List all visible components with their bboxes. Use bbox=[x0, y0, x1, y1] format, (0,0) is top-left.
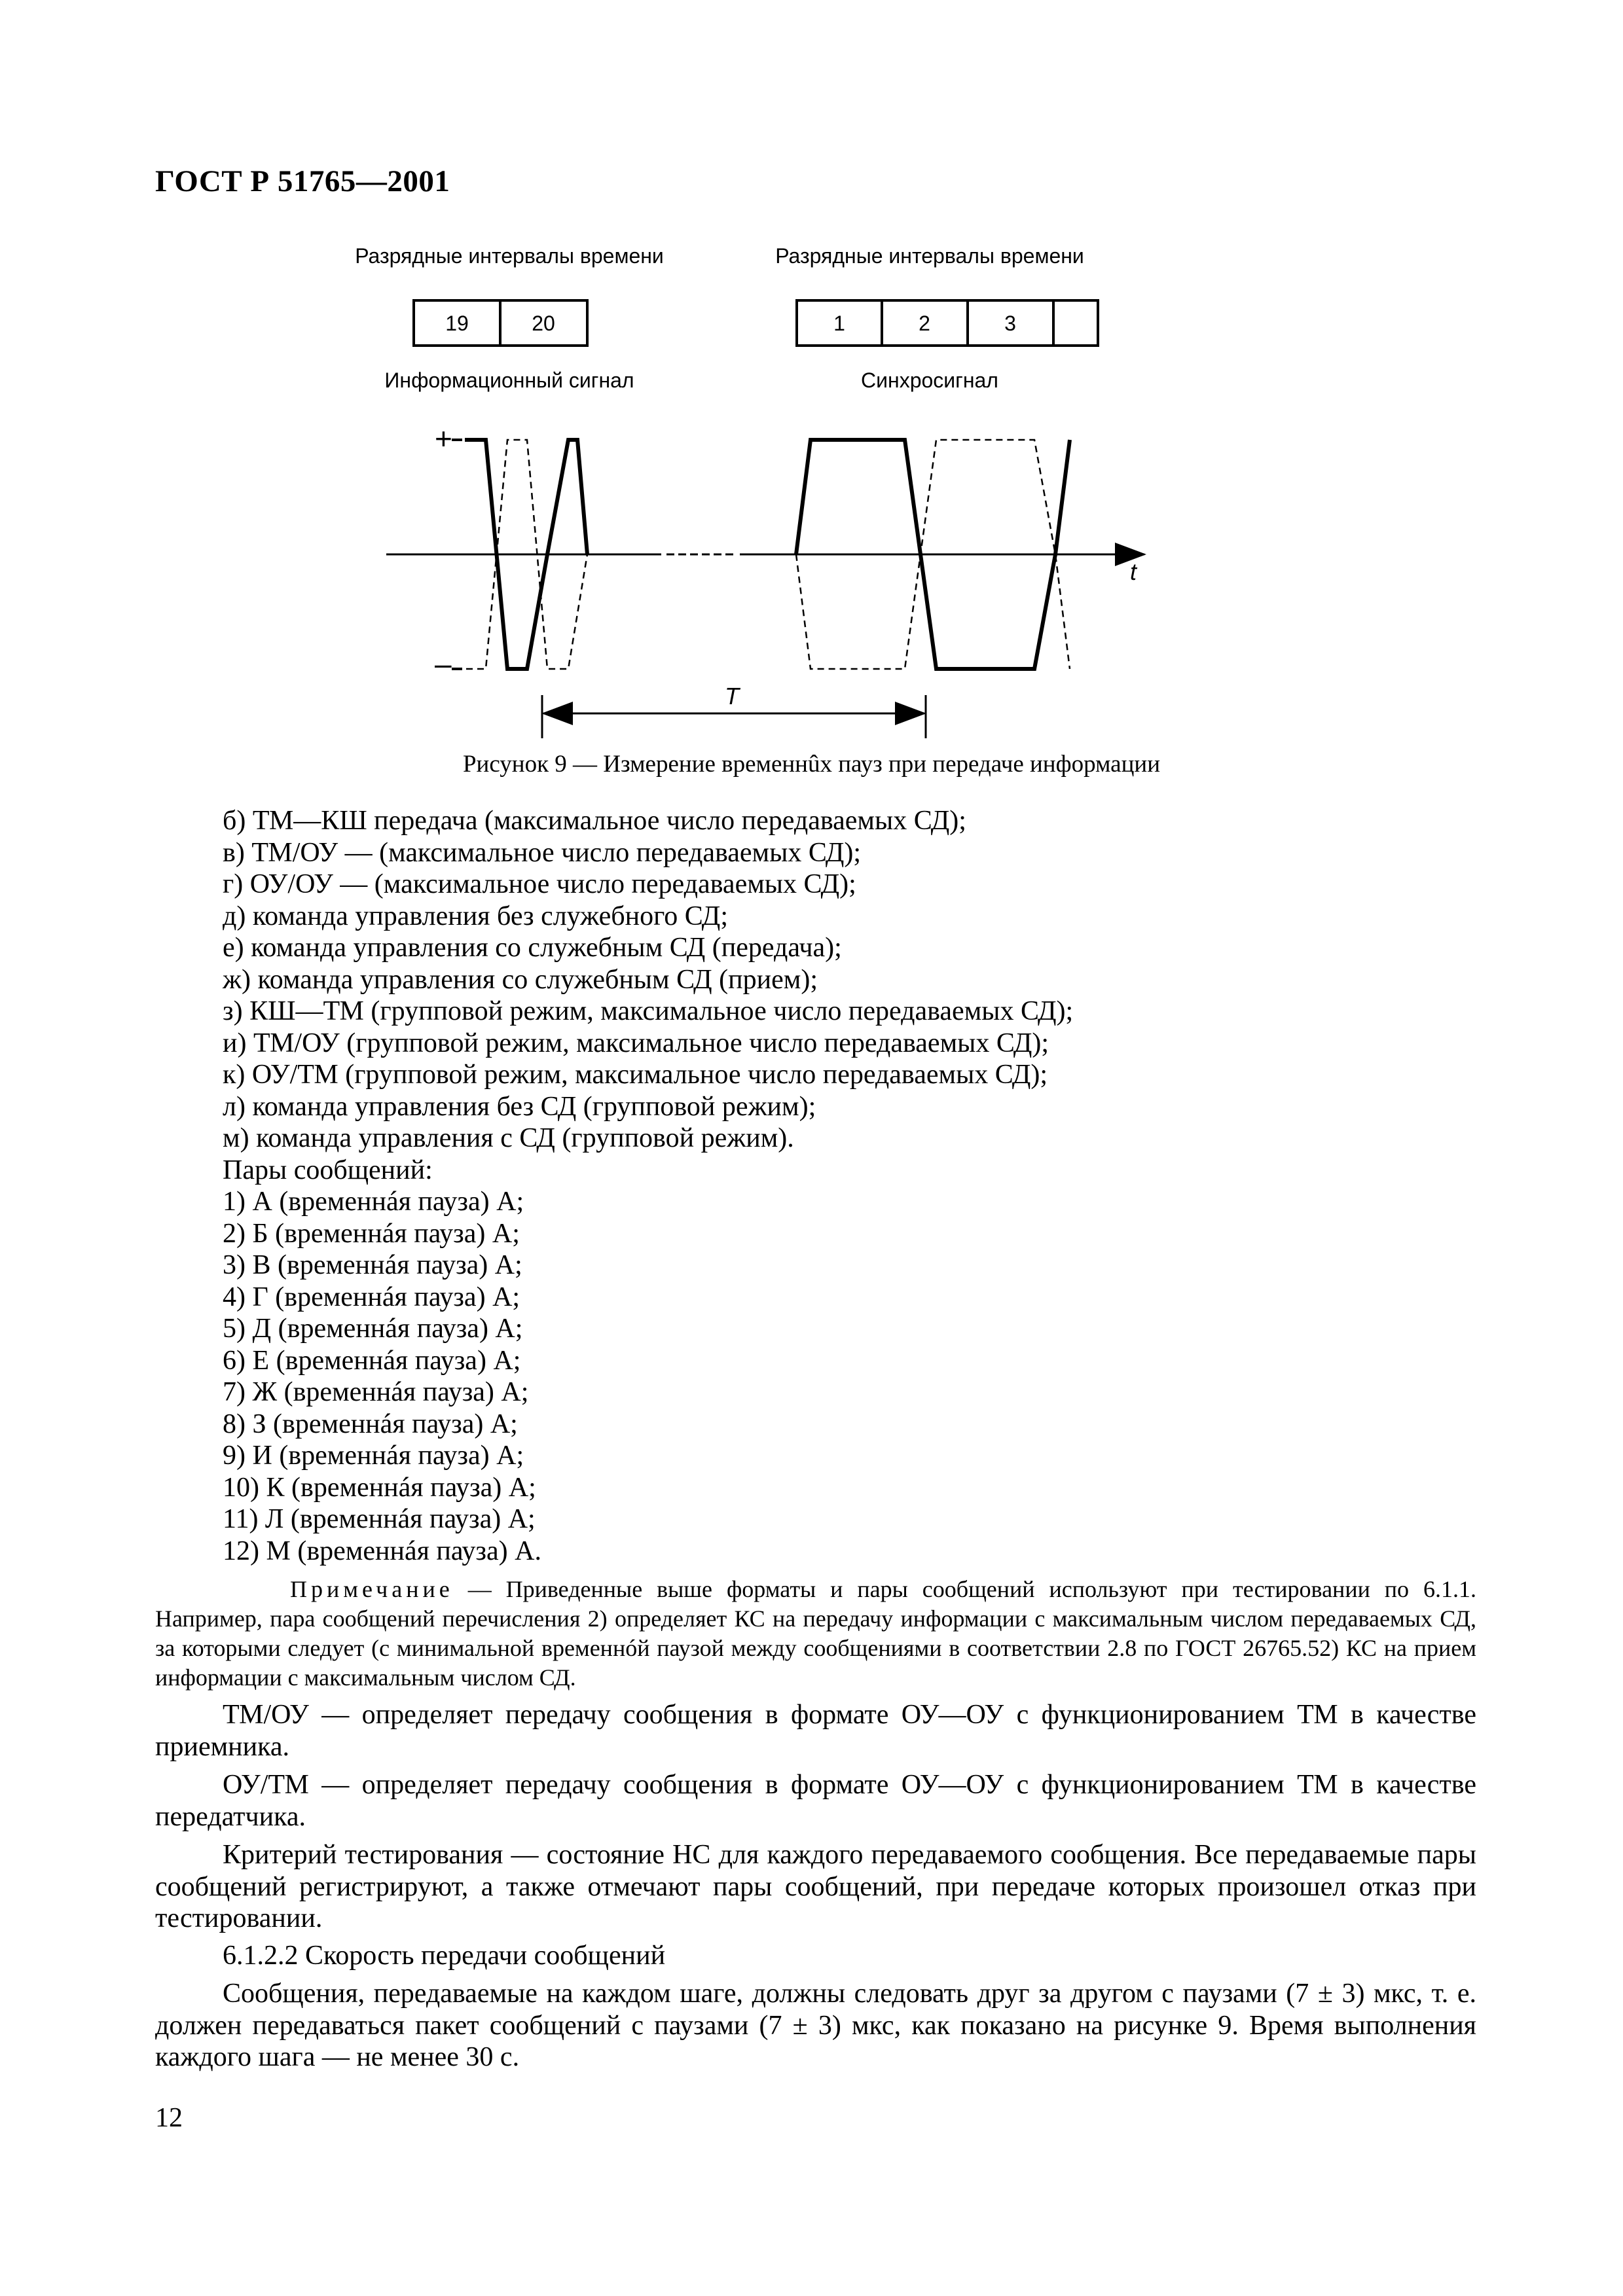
list-item: г) ОУ/ОУ — (максимальное число передаваемых СД); bbox=[223, 869, 856, 899]
pairs-list bbox=[155, 1186, 1476, 1567]
pair-item: 11) Л (временнáя пауза) А; bbox=[223, 1504, 536, 1534]
timing-diagram bbox=[0, 0, 1623, 753]
pair-item: 12) М (временнáя пауза) А. bbox=[223, 1535, 541, 1566]
list-item: ж) команда управления со служебным СД (прием); bbox=[223, 964, 818, 995]
minus-marker: – bbox=[435, 647, 452, 681]
bit-cell-19: 19 bbox=[445, 312, 469, 335]
pair-item: 5) Д (временнáя пауза) А; bbox=[223, 1314, 523, 1344]
bit-cell-2: 2 bbox=[919, 312, 930, 335]
pair-item: 8) З (временнáя пауза) А; bbox=[223, 1408, 518, 1439]
right-signal-label: Синхросигнал bbox=[861, 368, 998, 392]
pairs-heading: Пары сообщений: bbox=[223, 1155, 433, 1185]
document-body bbox=[155, 805, 1476, 2073]
bit-cell-3: 3 bbox=[1004, 312, 1016, 335]
list-item: м) команда управления с СД (групповой режим). bbox=[223, 1123, 794, 1153]
paragraph-tm-ou: ТМ/ОУ — определяет передачу сообщения в формате ОУ—ОУ с функционированием ТМ в качестве приемника. bbox=[155, 1700, 1476, 1762]
page-number: 12 bbox=[155, 2103, 183, 2133]
right-group-label: Разрядные интервалы времени bbox=[775, 244, 1084, 268]
paragraph-speed: Сообщения, передаваемые на каждом шаге, должны следовать друг за другом с паузами (7 ± 3) мкс, т. е. должен передаваться пакет сообщений с паузами (7 ± 3) мкс, как показано на рисунке 9. Время выполнения каждого шага — не менее 30 с. bbox=[155, 1979, 1476, 2072]
left-group-label: Разрядные интервалы времени bbox=[355, 244, 664, 268]
pair-item: 4) Г (временнáя пауза) А; bbox=[223, 1282, 520, 1312]
list-item: е) команда управления со служебным СД (передача); bbox=[223, 933, 842, 963]
time-axis-label: t bbox=[1130, 558, 1137, 585]
list-item: в) ТМ/ОУ — (максимальное число передаваемых СД); bbox=[223, 837, 862, 868]
pair-item: 1) А (временнáя пауза) А; bbox=[223, 1187, 524, 1217]
paragraph-criterion: Критерий тестирования — состояние НС для каждого передаваемого сообщения. Все передаваемые пары сообщений регистрируют, а также отмечают пары сообщений, при передаче которых произошел отказ при тестировании. bbox=[155, 1840, 1476, 1933]
list-item: и) ТМ/ОУ (групповой режим, максимальное число передаваемых СД); bbox=[223, 1028, 1049, 1058]
list-item: к) ОУ/ТМ (групповой режим, максимальное число передаваемых СД); bbox=[223, 1060, 1048, 1090]
section-heading: 6.1.2.2 Скорость передачи сообщений bbox=[223, 1940, 666, 1971]
pair-item: 2) Б (временнáя пауза) А; bbox=[223, 1218, 520, 1249]
document-header: ГОСТ Р 51765—2001 bbox=[155, 164, 450, 198]
left-bit-cells bbox=[414, 300, 587, 346]
paragraph-ou-tm: ОУ/ТМ — определяет передачу сообщения в формате ОУ—ОУ с функционированием ТМ в качестве передатчика. bbox=[155, 1770, 1476, 1832]
note-label: Примечание bbox=[290, 1576, 454, 1602]
list-item: з) КШ—ТМ (групповой режим, максимальное число передаваемых СД); bbox=[223, 996, 1074, 1026]
list-item: б) ТМ—КШ передача (максимальное число передаваемых СД); bbox=[223, 806, 966, 836]
left-signal-label: Информационный сигнал bbox=[384, 368, 634, 392]
list-item: д) команда управления без служебного СД; bbox=[223, 901, 728, 931]
plus-marker: + bbox=[435, 422, 452, 456]
bit-cell-20: 20 bbox=[532, 312, 555, 335]
pair-item: 7) Ж (временнáя пауза) А; bbox=[223, 1377, 529, 1407]
note-block bbox=[155, 1575, 1476, 1693]
list-item: л) команда управления без СД (групповой режим); bbox=[223, 1091, 816, 1122]
format-list bbox=[155, 805, 1476, 1155]
pair-item: 9) И (временнáя пауза) А; bbox=[223, 1441, 524, 1471]
pair-item: 6) Е (временнáя пауза) А; bbox=[223, 1345, 521, 1376]
figure-caption: Рисунок 9 — Измерение временнûх пауз при передаче информации bbox=[462, 751, 1161, 778]
period-label: T bbox=[725, 683, 739, 709]
pair-item: 3) В (временнáя пауза) А; bbox=[223, 1250, 522, 1280]
pair-item: 10) К (временнáя пауза) А; bbox=[223, 1472, 536, 1503]
bit-cell-1: 1 bbox=[833, 312, 845, 335]
note-text: — Приведенные выше форматы и пары сообщений используют при тестировании по 6.1.1. Например, пара сообщений перечисления 2) определяет КС на передачу информации с максимальным числом передаваемых СД, за которыми следует (с минимальной временнóй паузой между сообщениями в соответствии 2.8 по ГОСТ 26765.52) КС на прием информации с максимальным числом СД. bbox=[155, 1576, 1477, 1691]
